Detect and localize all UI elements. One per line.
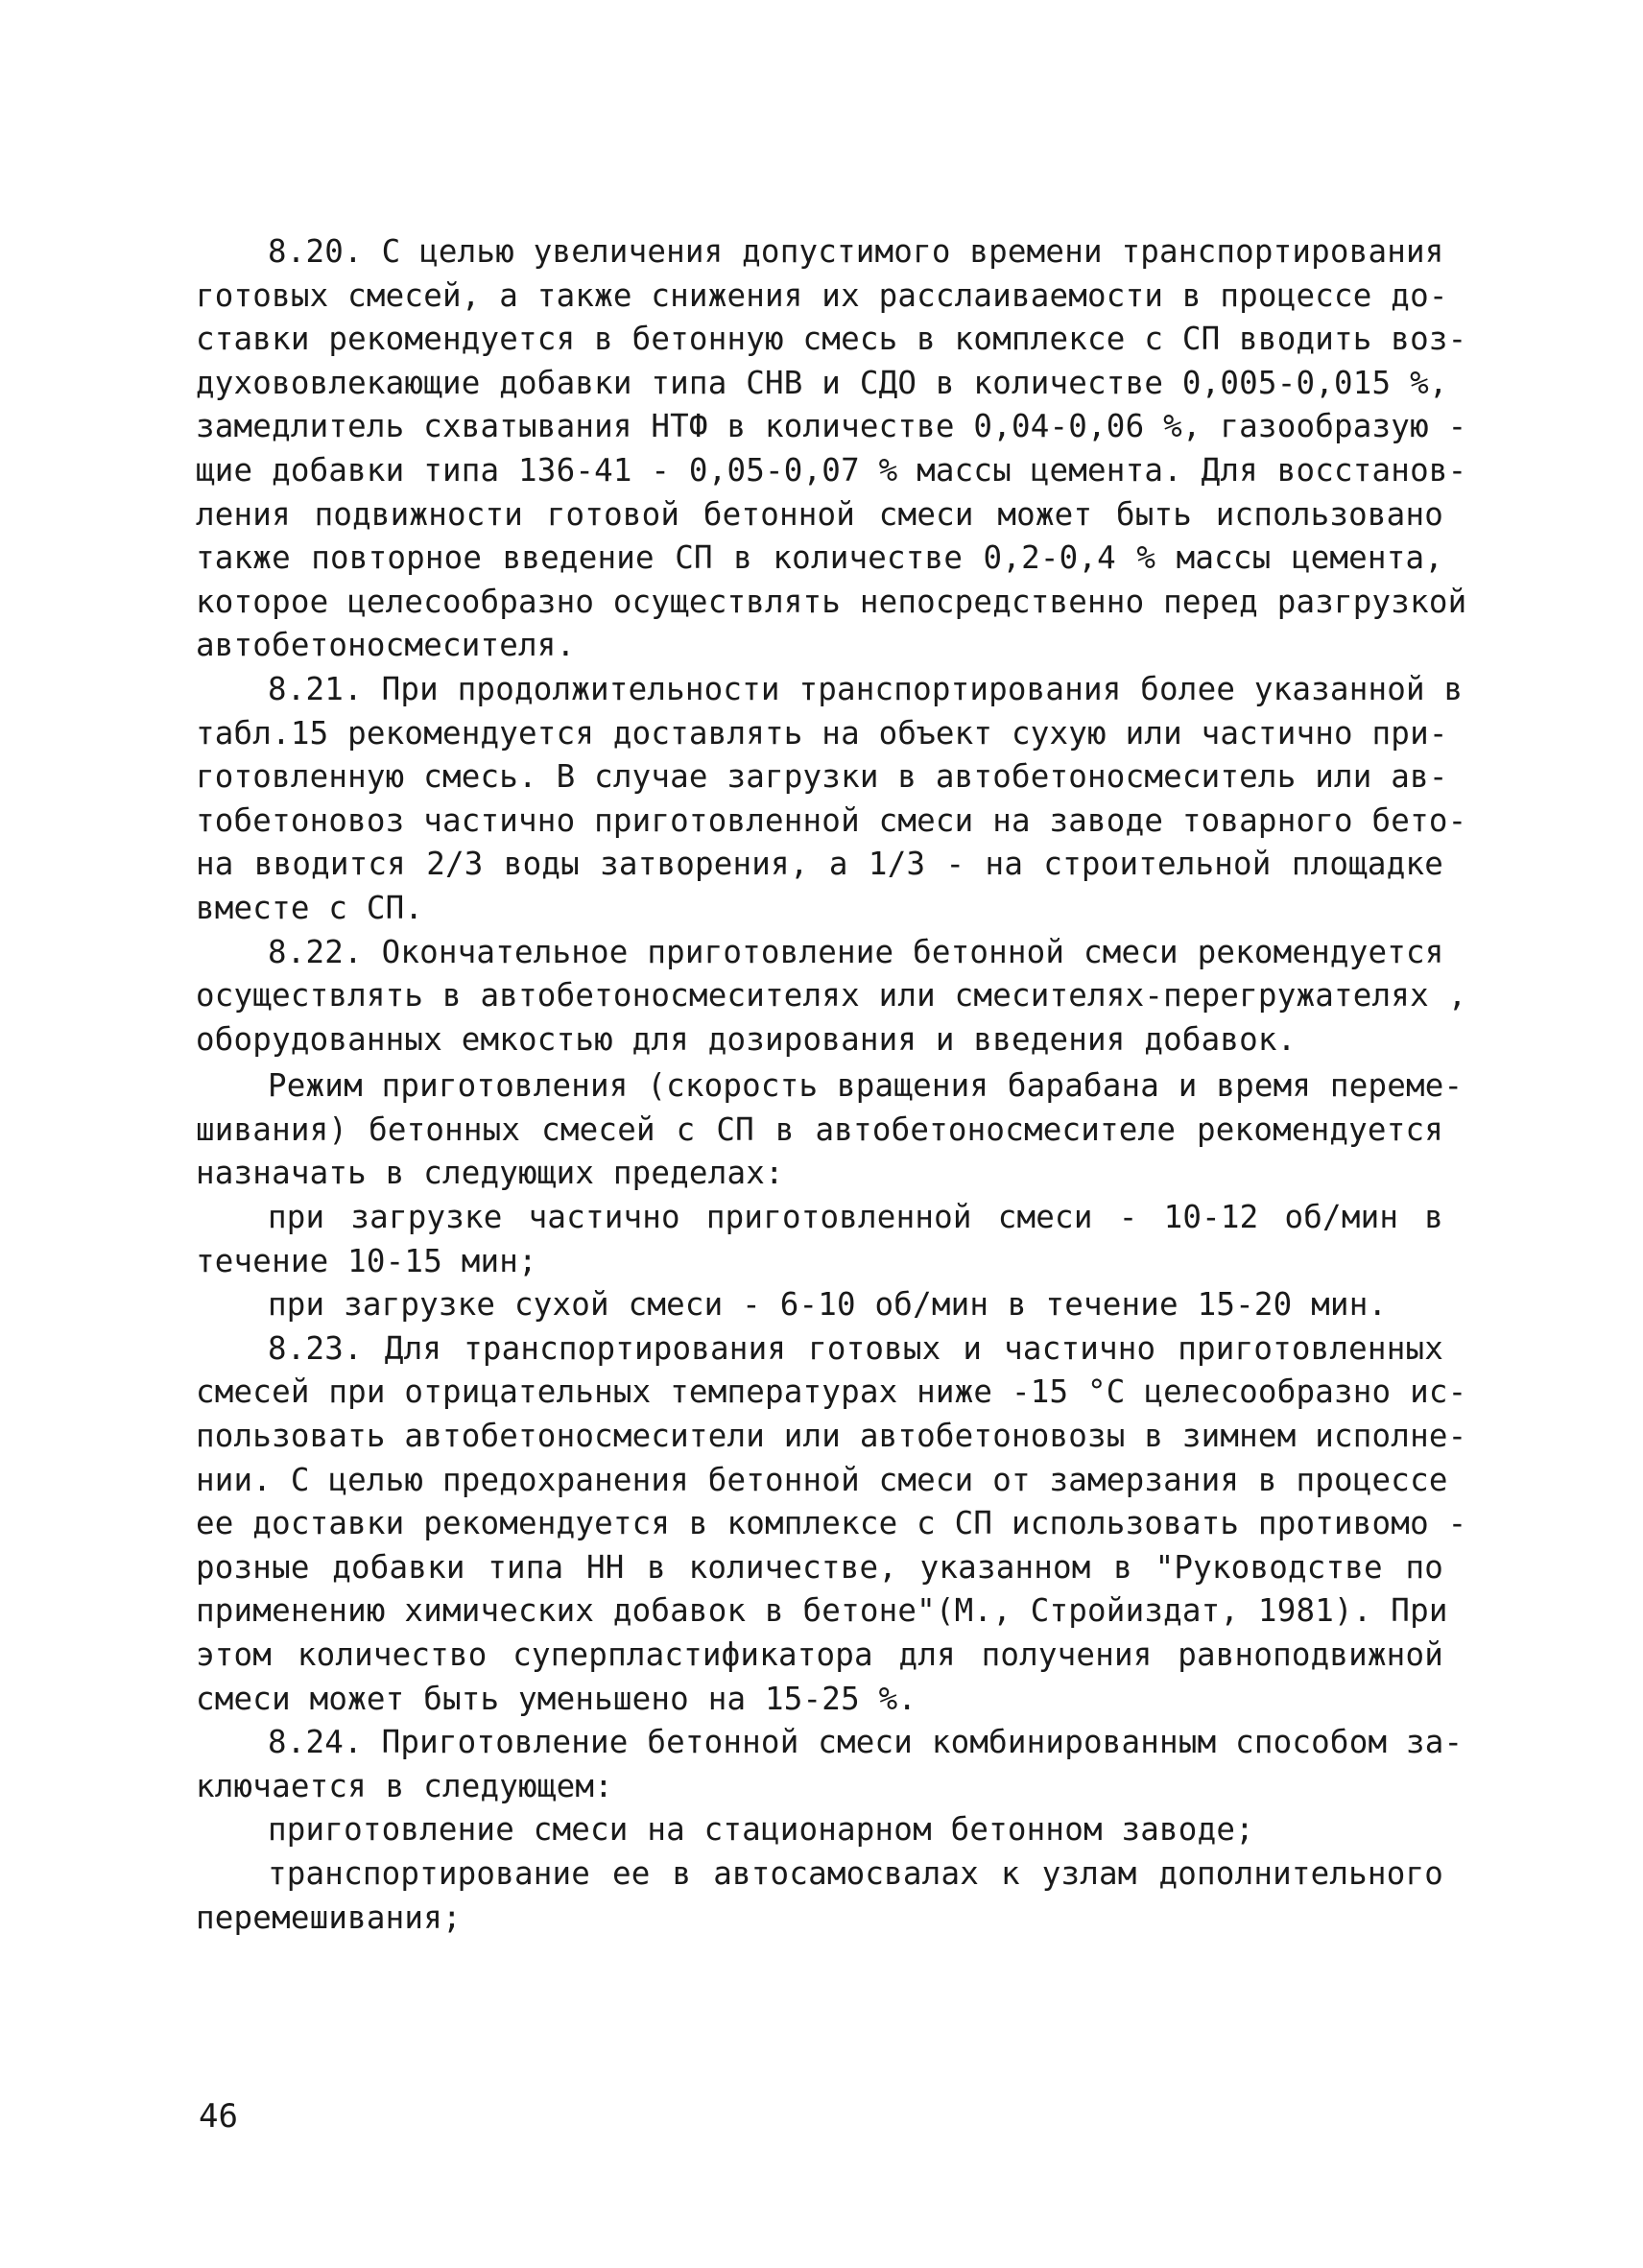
text-line: Режим приготовления (скорость вращения барабана и время переме- <box>268 1067 1464 1105</box>
text-line: 8.21. При продолжительности транспортирования более указанной в <box>268 670 1464 707</box>
text-line: пользовать автобетоносмесители или автобетоновозы в зимнем исполне- <box>196 1418 1467 1455</box>
text-line: ее доставки рекомендуется в комплексе с СП использовать противомо - <box>196 1505 1467 1542</box>
text-line: приготовление смеси на стационарном бетонном заводе; <box>268 1811 1254 1849</box>
text-line: смесей при отрицательных температурах ниже -15 °С целесообразно ис- <box>196 1373 1467 1411</box>
paragraph-step-1 <box>196 1808 1443 1852</box>
paragraph-mixing-mode <box>196 1064 1464 1196</box>
text-line: применению химических добавок в бетоне"(М., Стройиздат, 1981). При <box>196 1592 1448 1630</box>
text-line: также повторное введение СП в количестве 0,2-0,4 % массы цемента, <box>196 539 1443 577</box>
text-line: тобетоновоз частично приготовленной смеси на заводе товарного бето- <box>196 801 1467 839</box>
text-line: автобетоносмесителя. <box>196 627 576 664</box>
text-line: 8.22. Окончательное приготовление бетонной смеси рекомендуется <box>268 933 1444 970</box>
text-line: нии. С целью предохранения бетонной смеси от замерзания в процессе <box>196 1461 1448 1498</box>
paragraph-partial-load <box>196 1196 1443 1283</box>
text-line: течение 10-15 мин; <box>196 1242 537 1279</box>
text-line: при загрузке частично приготовленной смеси - 10-12 об/мин в <box>268 1199 1443 1236</box>
text-line: 8.20. С целью увеличения допустимого времени транспортирования <box>268 233 1444 270</box>
paragraph-8-20 <box>196 230 1467 668</box>
text-line: духововлекающие добавки типа СНВ и СДО в количестве 0,005-0,015 %, <box>196 364 1448 401</box>
paragraph-8-24 <box>196 1721 1464 1808</box>
text-line: смеси может быть уменьшено на 15-25 %. <box>196 1680 917 1717</box>
paragraph-8-23 <box>196 1327 1467 1721</box>
body-text <box>196 230 1467 1940</box>
text-line: 8.24. Приготовление бетонной смеси комбинированным способом за- <box>268 1724 1464 1761</box>
text-line: оборудованных емкостью для дозирования и введения добавок. <box>196 1020 1297 1058</box>
paragraph-dry-load <box>196 1283 1443 1327</box>
text-line: перемешивания; <box>196 1898 462 1936</box>
text-line: готовленную смесь. В случае загрузки в автобетоносмеситель или ав- <box>196 758 1448 796</box>
text-line: ставки рекомендуется в бетонную смесь в комплексе с СП вводить воз- <box>196 321 1467 358</box>
text-line: замедлитель схватывания НТФ в количестве 0,04-0,06 %, газообразую - <box>196 408 1467 445</box>
text-line: ключается в следующем: <box>196 1767 613 1804</box>
paragraph-8-21 <box>196 668 1467 931</box>
text-line: готовых смесей, а также снижения их расслаиваемости в процессе до- <box>196 276 1448 314</box>
text-line: шивания) бетонных смесей с СП в автобетоносмесителе рекомендуется <box>196 1110 1443 1148</box>
text-line: этом количество суперпластификатора для получения равноподвижной <box>196 1636 1443 1673</box>
text-line: транспортирование ее в автосамосвалах к узлам дополнительного <box>268 1854 1443 1892</box>
text-line: вместе с СП. <box>196 889 424 926</box>
text-line: назначать в следующих пределах: <box>196 1155 784 1192</box>
paragraph-step-2 <box>196 1852 1443 1940</box>
text-line: 8.23. Для транспортирования готовых и частично приготовленных <box>268 1329 1443 1367</box>
text-line: щие добавки типа 136-41 - 0,05-0,07 % массы цемента. Для восстанов- <box>196 451 1467 489</box>
text-line: табл.15 рекомендуется доставлять на объект сухую или частично при- <box>196 714 1448 752</box>
text-line: осуществлять в автобетоносмесителях или смесителях-перегружателях , <box>196 977 1467 1015</box>
paragraph-8-22 <box>196 931 1467 1062</box>
text-line: которое целесообразно осуществлять непосредственно перед разгрузкой <box>196 583 1467 620</box>
text-line: розные добавки типа НН в количестве, указанном в "Руководстве по <box>196 1548 1443 1586</box>
page-number: 46 <box>199 2097 238 2136</box>
text-line: на вводится 2/3 воды затворения, а 1/3 - на строительной площадке <box>196 846 1443 883</box>
text-line: ления подвижности готовой бетонной смеси может быть использовано <box>196 495 1443 533</box>
text-line: при загрузке сухой смеси - 6-10 об/мин в течение 15-20 мин. <box>268 1286 1388 1324</box>
